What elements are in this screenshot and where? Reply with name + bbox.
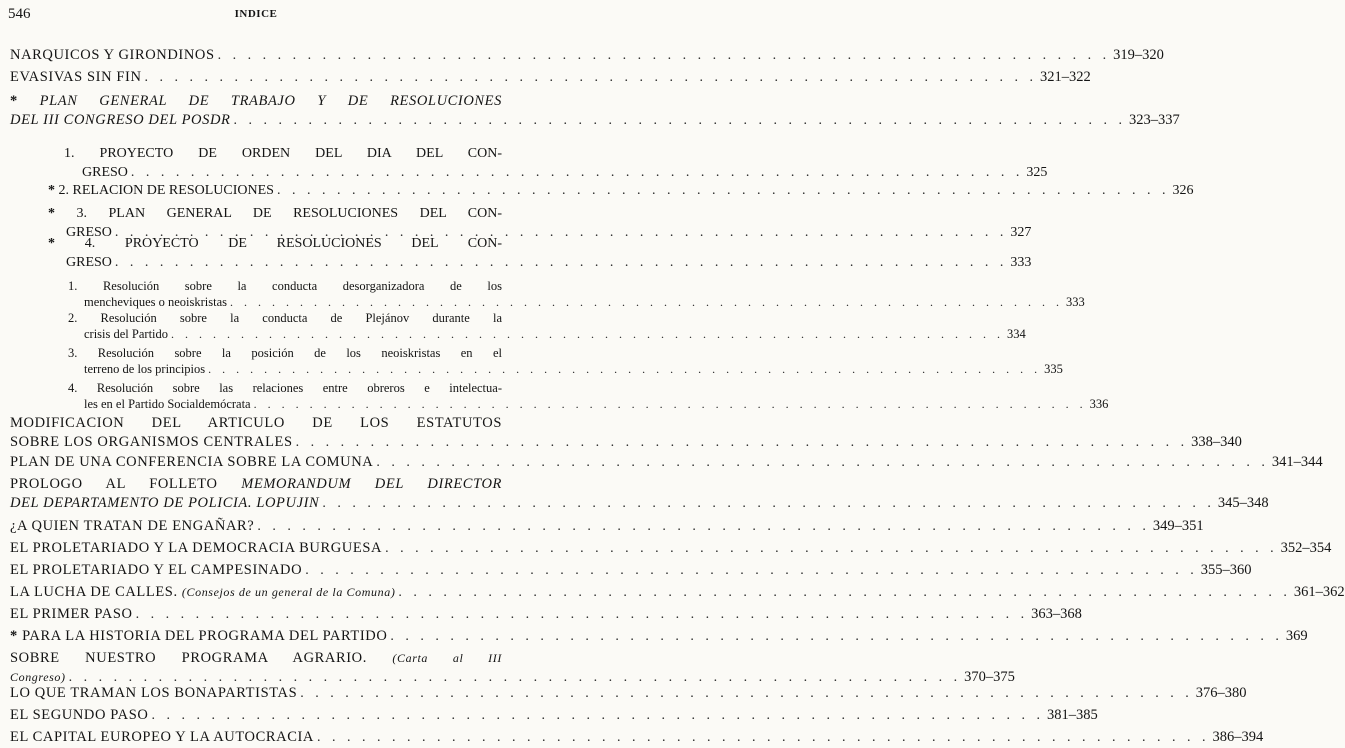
toc-entry-line [64, 144, 502, 163]
title-segment: les en el Partido Socialdemócrata [84, 397, 251, 411]
running-title: INDICE [234, 8, 278, 20]
toc-entry-line [84, 396, 1109, 412]
toc-entry-title [68, 278, 502, 294]
page-header [8, 6, 504, 26]
toc-entry-title [10, 684, 297, 703]
page-number: 546 [8, 6, 31, 22]
toc-entry-line [48, 204, 502, 223]
toc-entry-line [82, 163, 1048, 182]
title-segment: EL CAPITAL EUROPEO Y LA AUTOCRACIA [10, 729, 315, 745]
title-segment: LO QUE TRAMAN LOS BONAPARTISTAS [10, 685, 298, 701]
toc-entry-line [10, 475, 502, 494]
toc-entry-title [10, 706, 148, 725]
title-segment: DEL DEPARTAMENTO DE POLICIA. LOPUJIN [10, 495, 320, 511]
toc-entry-line [68, 278, 502, 294]
page-reference: 327 [1010, 225, 1032, 240]
asterisk-marker: * [48, 206, 77, 221]
title-segment: 3. Resolución sobre la posición de los neoiskristas en el [68, 346, 502, 360]
dot-leader: . . . . . . . . . . . . . . . . . . . . . . . . . . . . . . . . . . . . . . . . . . . . . . . . . . . . . . . . . . . . [233, 113, 1126, 128]
toc-entry-title [10, 583, 395, 602]
asterisk-marker: * [48, 183, 59, 198]
toc-entry-line [84, 361, 1063, 377]
asterisk-marker: * [10, 93, 40, 109]
toc-entry-line [10, 706, 1098, 725]
toc-entry-title [48, 234, 502, 253]
dot-leader: . . . . . . . . . . . . . . . . . . . . . . . . . . . . . . . . . . . . . . . . . . . . . . . . . . . . . . . . . . . . [130, 165, 1024, 180]
toc-entry-line [10, 111, 1180, 130]
toc-entry-line [48, 181, 1194, 200]
page-reference: 321–322 [1040, 69, 1091, 85]
dot-leader: . . . . . . . . . . . . . . . . . . . . . . . . . . . . . . . . . . . . . . . . . . . . . . . . . . . . . . . . . . . . [230, 295, 1064, 309]
page-reference: 386–394 [1212, 729, 1264, 745]
toc-entry-title [10, 46, 215, 65]
title-segment: 4. PROYECTO DE RESOLUCIONES DEL CON- [84, 236, 503, 251]
title-segment: MEMORANDUM DEL DIRECTOR [241, 476, 502, 492]
toc-entry-title [10, 414, 502, 433]
title-segment: DEL III CONGRESO DEL POSDR [10, 112, 231, 128]
page-reference: 325 [1026, 165, 1048, 180]
dot-leader: . . . . . . . . . . . . . . . . . . . . . . . . . . . . . . . . . . . . . . . . . . . . . . . . . . . . . . . . . . . . [390, 629, 1283, 644]
page-reference: 352–354 [1280, 540, 1332, 556]
page-reference: 345–348 [1217, 495, 1269, 511]
toc-entry-line [68, 310, 502, 326]
toc-entry-line [84, 326, 1026, 342]
toc-entry-title [10, 453, 373, 472]
title-segment: PARA LA HISTORIA DEL PROGRAMA DEL PARTIDO [22, 628, 388, 644]
toc-entry-title [10, 517, 254, 536]
title-segment: MODIFICACION DEL ARTICULO DE LOS ESTATUTOS [10, 415, 502, 431]
title-segment: NARQUICOS Y GIRONDINOS [10, 47, 215, 63]
toc-entry-title [10, 68, 142, 87]
toc-entry-title [68, 310, 502, 326]
toc-entry-line [10, 414, 502, 433]
toc-entry-title [10, 433, 293, 452]
toc-entry-line [10, 92, 502, 111]
page-reference: 355–360 [1200, 562, 1252, 578]
title-segment: 3. PLAN GENERAL DE RESOLUCIONES DEL CON- [76, 206, 503, 221]
dot-leader: . . . . . . . . . . . . . . . . . . . . . . . . . . . . . . . . . . . . . . . . . . . . . . . . . . . . . . . . . . . . [322, 496, 1215, 511]
title-segment: 2. RELACION DE RESOLUCIONES [58, 183, 274, 198]
page-reference: 333 [1066, 295, 1085, 309]
toc-entry-title [48, 204, 502, 223]
toc-entry-title [10, 539, 382, 558]
toc-entry-title [10, 605, 133, 624]
title-segment: GRESO [66, 225, 112, 240]
page-reference: 370–375 [964, 669, 1015, 685]
toc-entry-line [84, 294, 1085, 310]
page-reference: 381–385 [1046, 707, 1098, 723]
toc-entry-title [10, 627, 387, 646]
dot-leader: . . . . . . . . . . . . . . . . . . . . . . . . . . . . . . . . . . . . . . . . . . . . . . . . . . . . . . . . . . . . [114, 225, 1008, 240]
title-segment: mencheviques o neoiskristas [84, 295, 228, 309]
dot-leader: . . . . . . . . . . . . . . . . . . . . . . . . . . . . . . . . . . . . . . . . . . . . . . . . . . . . . . . . . . . . [208, 362, 1042, 376]
title-segment: SOBRE LOS ORGANISMOS CENTRALES [10, 434, 293, 450]
page-reference: 369 [1285, 628, 1308, 644]
toc-entry-line [10, 494, 1269, 513]
dot-leader: . . . . . . . . . . . . . . . . . . . . . . . . . . . . . . . . . . . . . . . . . . . . . . . . . . . . . . . . . . . . [305, 563, 1198, 578]
toc-entry-line [48, 234, 502, 253]
title-segment: crisis del Partido [84, 327, 169, 341]
toc-entry-title [66, 253, 112, 272]
toc-entry-line [10, 583, 1345, 602]
toc-entry-line [66, 253, 1032, 272]
dot-leader: . . . . . . . . . . . . . . . . . . . . . . . . . . . . . . . . . . . . . . . . . . . . . . . . . . . . . . . . . . . . [171, 327, 1005, 341]
toc-entry-title [68, 380, 502, 396]
page-reference: 341–344 [1271, 454, 1323, 470]
title-segment: Congreso) [10, 670, 66, 684]
title-segment: EL PRIMER PASO [10, 606, 133, 622]
toc-entry-title [10, 92, 502, 111]
title-segment: 1. Resolución sobre la conducta desorganizadora de los [68, 279, 502, 293]
title-segment: EL PROLETARIADO Y LA DEMOCRACIA BURGUESA [10, 540, 383, 556]
page-reference: 361–362 [1293, 584, 1345, 600]
page-reference: 326 [1172, 183, 1194, 198]
toc-entry-line [10, 728, 1264, 747]
page-reference: 319–320 [1113, 47, 1164, 63]
dot-leader: . . . . . . . . . . . . . . . . . . . . . . . . . . . . . . . . . . . . . . . . . . . . . . . . . . . . . . . . . . . . [257, 519, 1150, 534]
page-reference: 336 [1089, 397, 1109, 411]
title-segment: PROLOGO AL FOLLETO [10, 476, 242, 492]
toc-entry-title [10, 111, 230, 130]
dot-leader: . . . . . . . . . . . . . . . . . . . . . . . . . . . . . . . . . . . . . . . . . . . . . . . . . . . . . . . . . . . . [68, 670, 962, 685]
dot-leader: . . . . . . . . . . . . . . . . . . . . . . . . . . . . . . . . . . . . . . . . . . . . . . . . . . . . . . . . . . . . [376, 455, 1269, 470]
toc-entry-line [10, 433, 1242, 452]
toc-entry-line [10, 46, 1164, 65]
toc-entry-line [10, 605, 1082, 624]
toc-entry-title [10, 561, 302, 580]
toc-entry-line [10, 517, 1204, 536]
toc-entry-title [10, 494, 319, 513]
toc-entry-line [10, 453, 1323, 472]
dot-leader: . . . . . . . . . . . . . . . . . . . . . . . . . . . . . . . . . . . . . . . . . . . . . . . . . . . . . . . . . . . . [295, 435, 1189, 450]
title-segment: 1. PROYECTO DE ORDEN DEL DIA DEL CON- [64, 146, 502, 161]
toc-entry-title [48, 181, 274, 200]
page-reference: 323–337 [1128, 112, 1180, 128]
toc-entry-title [84, 396, 251, 412]
title-segment: GRESO [66, 255, 112, 270]
dot-leader: . . . . . . . . . . . . . . . . . . . . . . . . . . . . . . . . . . . . . . . . . . . . . . . . . . . . . . . . . . . . [151, 708, 1044, 723]
toc-entry-line [68, 380, 502, 396]
title-segment: 4. Resolución sobre las relaciones entre obreros e intelectua- [68, 381, 502, 395]
toc-entry-line [10, 649, 502, 668]
page-reference: 338–340 [1191, 434, 1242, 450]
dot-leader: . . . . . . . . . . . . . . . . . . . . . . . . . . . . . . . . . . . . . . . . . . . . . . . . . . . . . . . . . . . . [217, 48, 1111, 63]
page-reference: 335 [1044, 362, 1063, 376]
title-segment: EL SEGUNDO PASO [10, 707, 149, 723]
title-segment: SOBRE NUESTRO PROGRAMA AGRARIO. [10, 650, 393, 666]
dot-leader: . . . . . . . . . . . . . . . . . . . . . . . . . . . . . . . . . . . . . . . . . . . . . . . . . . . . . . . . . . . . [114, 255, 1008, 270]
toc-entry-title [10, 649, 502, 668]
toc-entry-line [10, 561, 1252, 580]
toc-entry-line [10, 68, 1091, 87]
toc-entry-line [10, 684, 1247, 703]
page-reference: 333 [1010, 255, 1032, 270]
dot-leader: . . . . . . . . . . . . . . . . . . . . . . . . . . . . . . . . . . . . . . . . . . . . . . . . . . . . . . . . . . . . [317, 730, 1210, 745]
toc-entry-title [68, 345, 502, 361]
toc-entry-title [10, 475, 502, 494]
title-segment: ¿A QUIEN TRATAN DE ENGAÑAR? [10, 518, 255, 534]
title-segment: PLAN DE UNA CONFERENCIA SOBRE LA COMUNA [10, 454, 374, 470]
title-segment: PLAN GENERAL DE TRABAJO Y DE RESOLUCIONES [39, 93, 502, 109]
toc-entry-title [64, 144, 502, 163]
toc-entry-title [10, 728, 314, 747]
page-reference: 334 [1007, 327, 1026, 341]
dot-leader: . . . . . . . . . . . . . . . . . . . . . . . . . . . . . . . . . . . . . . . . . . . . . . . . . . . . . . . . . . . . [135, 607, 1029, 622]
page-reference: 376–380 [1195, 685, 1247, 701]
dot-leader: . . . . . . . . . . . . . . . . . . . . . . . . . . . . . . . . . . . . . . . . . . . . . . . . . . . . . . . . . . . . [398, 585, 1291, 600]
title-segment: terreno de los principios [84, 362, 206, 376]
toc-entry-title [84, 294, 227, 310]
page-reference: 349–351 [1152, 518, 1204, 534]
asterisk-marker: * [10, 628, 23, 644]
title-segment: EVASIVAS SIN FIN [10, 69, 142, 85]
title-segment: (Carta al III [392, 651, 502, 665]
toc-entry-title [84, 361, 205, 377]
title-segment: LA LUCHA DE CALLES. [10, 584, 182, 600]
toc-entry-title [84, 326, 168, 342]
dot-leader: . . . . . . . . . . . . . . . . . . . . . . . . . . . . . . . . . . . . . . . . . . . . . . . . . . . . . . . . . . . . [300, 686, 1193, 701]
toc-entry-line [68, 345, 502, 361]
title-segment: 2. Resolución sobre la conducta de Plejánov durante la [68, 311, 502, 325]
toc-entry-line [10, 539, 1332, 558]
dot-leader: . . . . . . . . . . . . . . . . . . . . . . . . . . . . . . . . . . . . . . . . . . . . . . . . . . . . . . . . . . . . [144, 70, 1038, 85]
dot-leader: . . . . . . . . . . . . . . . . . . . . . . . . . . . . . . . . . . . . . . . . . . . . . . . . . . . . . . . . . . . . [276, 183, 1170, 198]
page-reference: 363–368 [1031, 606, 1082, 622]
title-segment: GRESO [82, 165, 128, 180]
asterisk-marker: * [48, 236, 85, 251]
dot-leader: . . . . . . . . . . . . . . . . . . . . . . . . . . . . . . . . . . . . . . . . . . . . . . . . . . . . . . . . . . . . [253, 397, 1087, 411]
dot-leader: . . . . . . . . . . . . . . . . . . . . . . . . . . . . . . . . . . . . . . . . . . . . . . . . . . . . . . . . . . . . [385, 541, 1278, 556]
toc-entry-line [10, 627, 1308, 646]
title-segment: EL PROLETARIADO Y EL CAMPESINADO [10, 562, 303, 578]
title-segment: (Consejos de un general de la Comuna) [181, 585, 396, 599]
toc-entry-title [82, 163, 128, 182]
